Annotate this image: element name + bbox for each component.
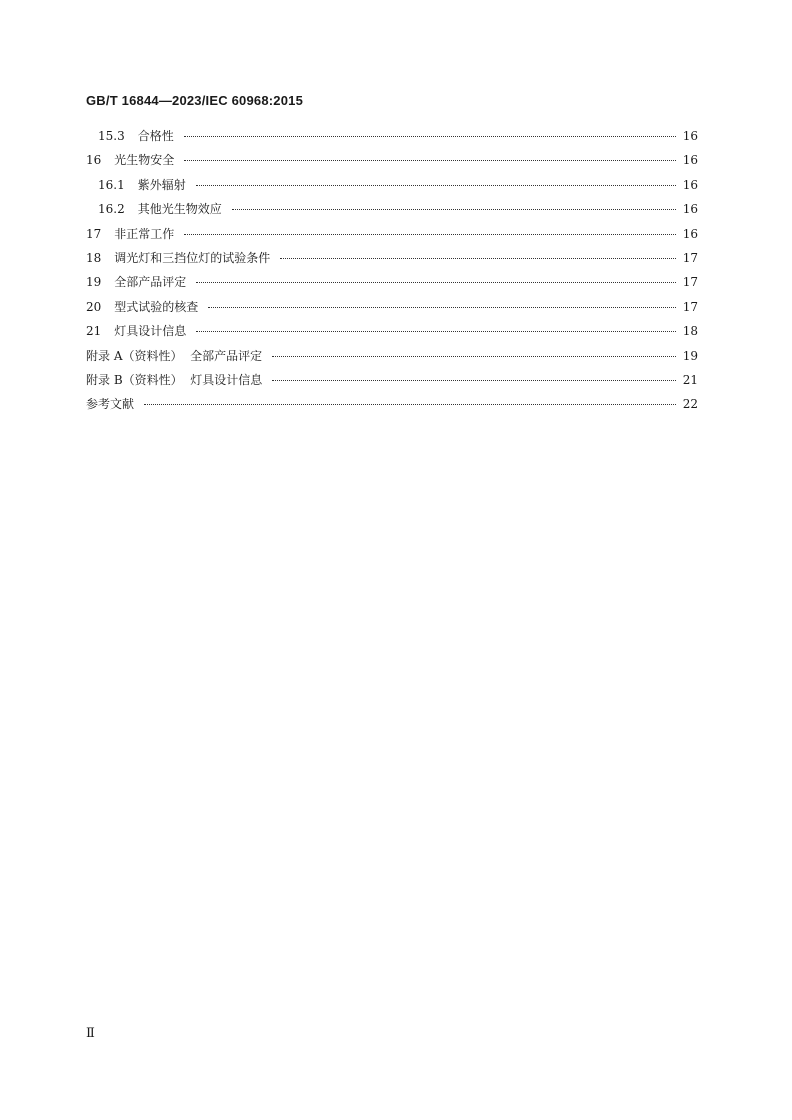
toc-entry-page: 17 <box>682 299 698 314</box>
toc-entry[interactable] <box>86 151 698 175</box>
toc-entry[interactable] <box>86 127 698 151</box>
toc-entry-annex-a[interactable] <box>86 347 698 371</box>
toc-entry-number: 18 <box>86 250 102 265</box>
toc-dot-leader <box>196 331 676 332</box>
toc-entry-title: 型式试验的核查 <box>114 299 199 314</box>
toc-dot-leader <box>184 136 676 137</box>
toc-entry-number: 16 <box>86 153 102 168</box>
toc-dot-leader <box>184 160 676 161</box>
toc-dot-leader <box>232 209 676 210</box>
toc-dot-leader <box>272 356 676 357</box>
toc-entry-bibliography[interactable] <box>86 395 698 419</box>
toc-entry-title: 附录 B（资料性） 灯具设计信息 <box>86 372 263 387</box>
toc-entry-page: 22 <box>682 397 698 412</box>
toc-entry-page: 16 <box>682 226 698 241</box>
toc-entry[interactable] <box>86 322 698 346</box>
toc-entry-number: 21 <box>86 324 102 339</box>
toc-entry-page: 21 <box>682 372 698 387</box>
table-of-contents <box>86 127 698 420</box>
toc-dot-leader <box>196 185 676 186</box>
toc-dot-leader <box>280 258 676 259</box>
toc-entry-page: 17 <box>682 275 698 290</box>
toc-entry-number: 17 <box>86 226 102 241</box>
toc-dot-leader <box>208 307 676 308</box>
toc-entry[interactable] <box>86 298 698 322</box>
toc-entry-title: 附录 A（资料性） 全部产品评定 <box>86 348 263 363</box>
toc-entry[interactable] <box>86 273 698 297</box>
toc-entry-annex-b[interactable] <box>86 371 698 395</box>
toc-entry-number: 20 <box>86 299 102 314</box>
toc-entry[interactable] <box>86 200 698 224</box>
toc-dot-leader <box>196 282 676 283</box>
page-number: Ⅱ <box>86 1026 95 1041</box>
toc-entry-page: 16 <box>682 202 698 217</box>
standard-number: GB/T 16844—2023/IEC 60968:2015 <box>86 93 304 108</box>
toc-entry-page: 17 <box>682 250 698 265</box>
toc-dot-leader <box>144 404 676 405</box>
page-footer <box>86 1026 95 1041</box>
toc-entry-number: 16.1 <box>98 177 125 192</box>
toc-entry-title: 紫外辐射 <box>137 177 186 192</box>
toc-entry-title: 非正常工作 <box>114 226 175 241</box>
toc-dot-leader <box>184 234 676 235</box>
toc-entry-number: 19 <box>86 275 102 290</box>
toc-entry[interactable] <box>86 249 698 273</box>
toc-entry-page: 19 <box>682 348 698 363</box>
toc-entry-title: 光生物安全 <box>114 153 175 168</box>
toc-entry-page: 16 <box>682 177 698 192</box>
toc-entry-page: 16 <box>682 129 698 143</box>
toc-entry-page: 18 <box>682 324 698 339</box>
toc-entry-title: 调光灯和三挡位灯的试验条件 <box>114 250 271 265</box>
toc-entry-number: 16.2 <box>98 202 125 217</box>
document-header <box>86 93 303 108</box>
toc-entry-title: 其他光生物效应 <box>137 202 222 217</box>
toc-entry[interactable] <box>86 225 698 249</box>
toc-entry-title: 灯具设计信息 <box>114 324 187 339</box>
toc-entry[interactable] <box>86 176 698 200</box>
toc-dot-leader <box>272 380 676 381</box>
toc-entry-title: 合格性 <box>137 129 174 143</box>
toc-entry-title: 参考文献 <box>86 397 135 412</box>
toc-entry-page: 16 <box>682 153 698 168</box>
toc-entry-title: 全部产品评定 <box>114 275 187 290</box>
toc-entry-number: 15.3 <box>98 129 125 143</box>
